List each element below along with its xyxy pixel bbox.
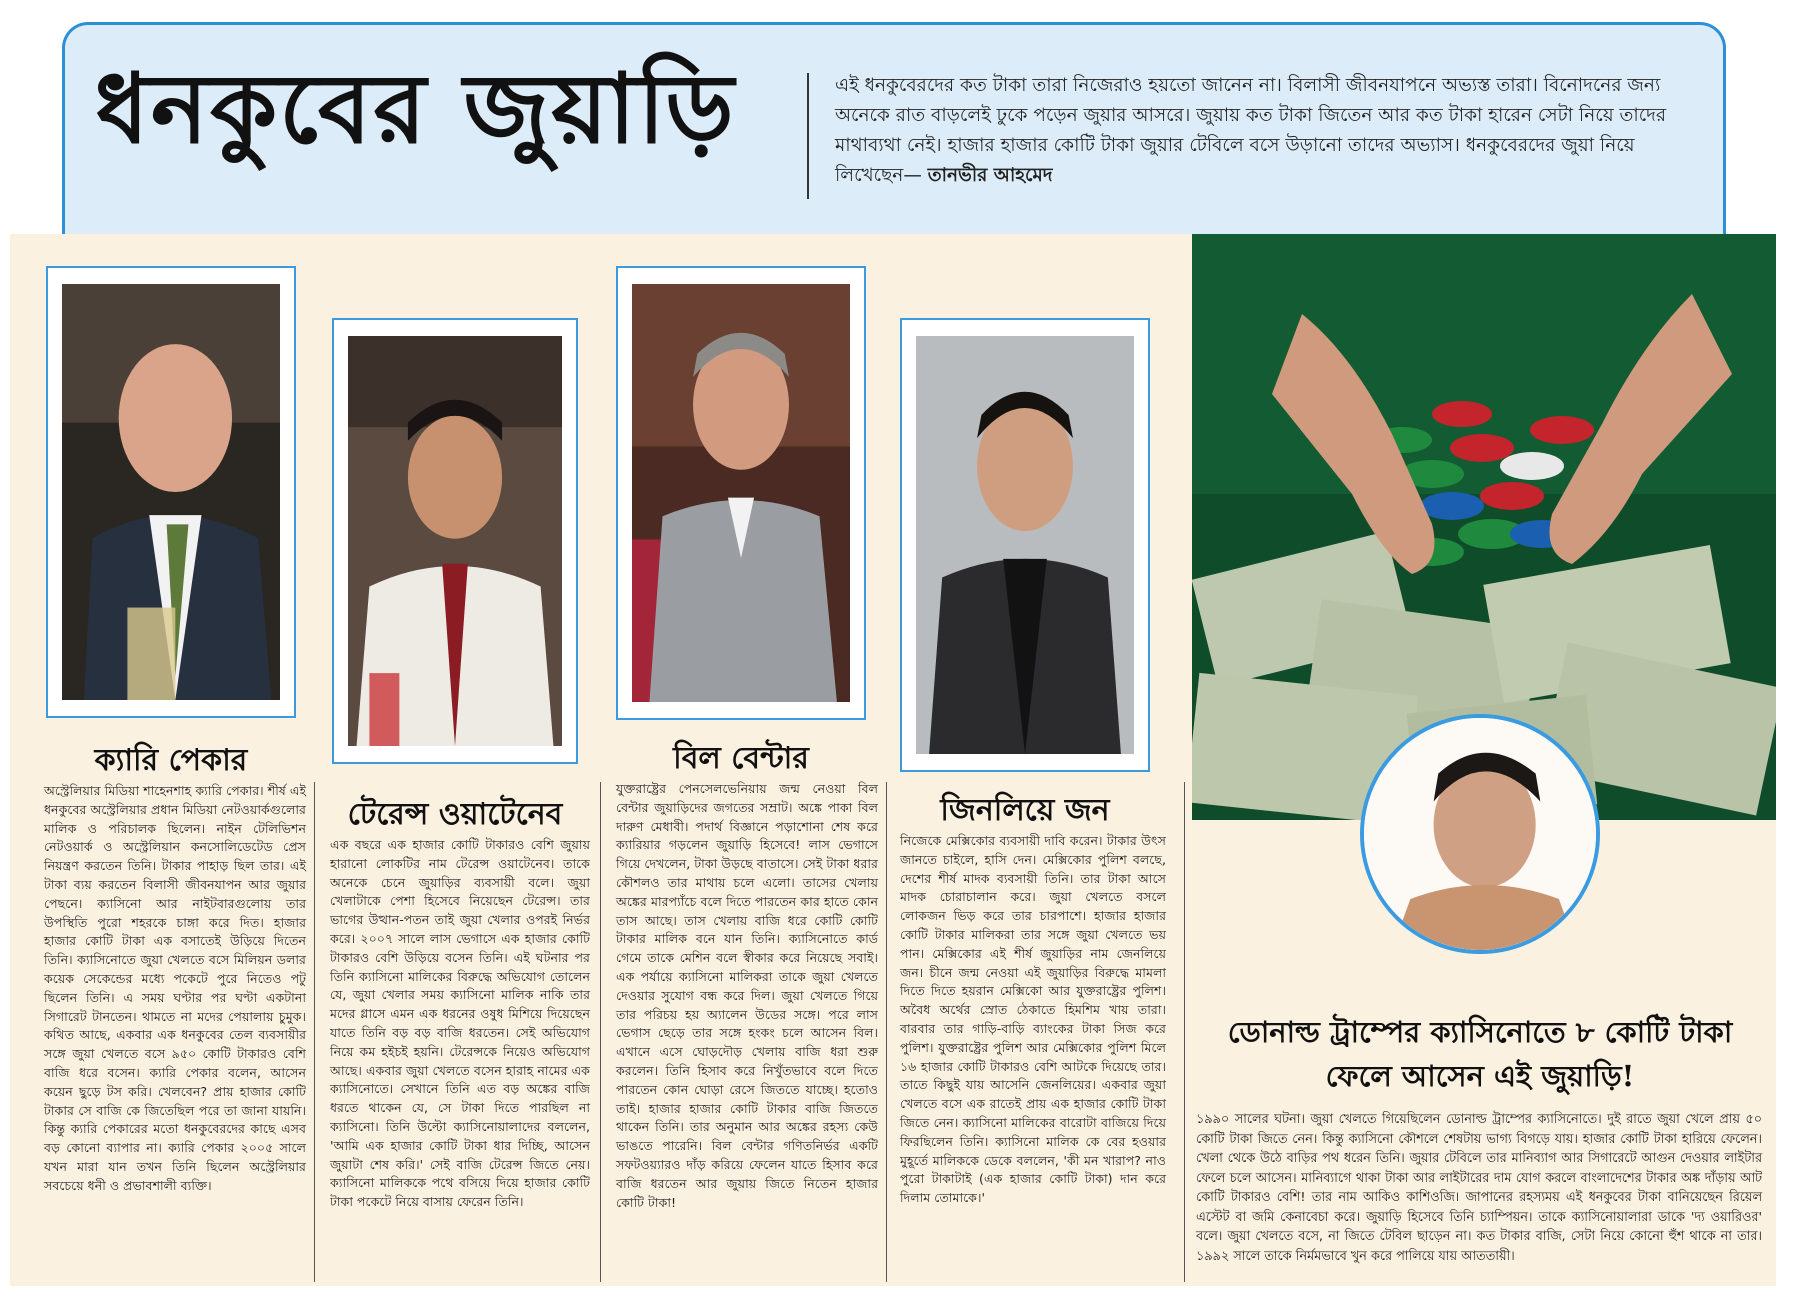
photo-zhenli-ye-gon [900, 318, 1150, 772]
header-divider [807, 73, 809, 199]
intro-paragraph [835, 71, 1705, 191]
intro-text: এই ধনকুবেরদের কত টাকা তারা নিজেরাও হয়তো জানেন না। বিলাসী জীবনযাপনে অভ্যস্ত তারা। বিনোদনের জন্য অনেকে রাত বাড়লেই ঢুকে পড়েন জুয়ার আসরে। জুয়ায় কত টাকা জিতেন আর কত টাকা হারেন সেটা নিয়ে তাদের মাথাব্যথা নেই। হাজার হাজার কোটি টাকা জুয়ার টেবিলে বসে উড়ানো তাদের অভ্যাস। ধনকুবেরদের জুয়া নিয়ে লিখেছেন— [835, 75, 1667, 186]
photo-bill-benter [616, 266, 866, 720]
akio-kashiwagi-photo [1360, 714, 1600, 954]
portrait-image [632, 284, 850, 702]
column-divider [886, 782, 887, 1282]
portrait-image [62, 284, 280, 700]
bio-kerry-packer: অস্ট্রেলিয়ার মিডিয়া শাহেনশাহ ক্যারি পেকার। শীর্ষ এই ধনকুবের অস্ট্রেলিয়ার প্রধান মিডিয়া নেটওয়ার্কগুলোর মালিক ও পরিচালক ছিলেন। নাইন টেলিভিশন নেটওয়ার্ক ও অস্ট্রেলিয়ান কনসোলিডেটেড প্রেস নিয়ন্ত্রণ করতেন তিনি। টাকার পাহাড় ছিল তার। এই টাকা ব্যয় করতেন বিলাসী জীবনযাপন আর জুয়ার পেছনে। ক্যাসিনো আর নাইটবারগুলোয় তার উপস্থিতি পুরো শহরকে চাঙ্গা করে দিত। হাজার হাজার কোটি টাকা এক বসাতেই উড়িয়ে দিতেন তিনি। ক্যাসিনোতে জুয়া খেলতে বসে মিলিয়ন ডলার কয়েক সেকেন্ডের মধ্যে পকেটে পুরে নিতেও পটু ছিলেন তিনি। এ সময় ঘণ্টার পর ঘণ্টা একটানা সিগারেট টানতেন। থামতে না মদের পেয়ালায় চুমুক। কথিত আছে, একবার এক ধনকুবের তেল ব্যবসায়ীর সঙ্গে জুয়া খেলতে বসে ৯৫০ কোটি টাকারও বেশি বাজি ধরে বসেন। ক্যারি পেকার বলেন, আসেন কয়েন ছুড়ে টস করি। খেলবেন? প্রায় হাজার কোটি টাকার সে বাজি কে জিতেছিল পরে তা জানা যায়নি। কিন্তু ক্যারি পেকারের মতো ধনকুবেরদের কাছে এসব বড় কোনো ব্যাপার না। ক্যারি পেকার ২০০৫ সালে যখন মারা যান তখন তিনি ছিলেন অস্ট্রেলিয়ার সবচেয়ে ধনী ও প্রভাবশালী ব্যক্তি। [44, 783, 306, 1193]
author-name: তানভীর আহমেদ [927, 165, 1053, 186]
portrait-image [916, 336, 1134, 754]
trump-casino-headline: ডোনাল্ড ট্রাম্পের ক্যাসিনোতে ৮ কোটি টাকা ফেলে আসেন এই জুয়াড়ি! [1227, 1015, 1733, 1093]
portrait-image [348, 336, 562, 746]
photo-kerry-packer [46, 266, 296, 718]
name-bill-benter: বিল বেন্টার [673, 741, 809, 776]
column-divider [314, 782, 315, 1282]
header-banner [62, 22, 1726, 234]
name-zhenli-ye-gon: জিনলিয়ে জন [940, 793, 1110, 828]
photo-terrence-watanabe [332, 318, 578, 764]
bio-bill-benter: যুক্তরাষ্ট্রের পেনসেলভেনিয়ায় জন্ম নেওয়া বিল বেন্টার জুয়াড়িদের জগতের সম্রাট। অঙ্কে পাকা বিল দারুণ মেধাবী। পদার্থ বিজ্ঞানে পড়াশোনা শেষ করে ক্যারিয়ার গড়লেন জুয়াড়ি হিসেবে! লাস ভেগাসে গিয়ে দেখলেন, টাকা উড়ছে বাতাসে। সেই টাকা ধরার কৌশলও তার মাথায় চলে এলো। তাসের খেলায় অঙ্কের মারপ্যাঁচে বলে দিতে পারতেন কার হাতে কোন তাস আছে। তাস খেলায় বাজি ধরে কোটি কোটি টাকার মালিক বনে যান তিনি। ক্যাসিনোতে কার্ড গেমে তাকে মেশিন বলে স্বীকার করে নিয়েছে সবাই। এক পর্যায়ে ক্যাসিনো মালিকরা তাকে জুয়া খেলতে দেওয়ার সুযোগ বন্ধ করে দিল। জুয়া খেলতে গিয়ে তার পরিচয় হয় অ্যালেন উডের সঙ্গে। পরে লাস ভেগাস ছেড়ে তার সঙ্গে হংকং চলে আসেন বিল। এখানে এসে ঘোড়দৌড় খেলায় বাজি ধরা শুরু করলেন। তিনি হিসাব করে নিখুঁতভাবে বলে দিতে পারতেন কোন ঘোড়া রেসে জিততে যাচ্ছে। হতোও তাই। হাজার হাজার কোটি টাকার বাজি জিততে থাকেন তিনি। তার অনুমান আর অঙ্কের রহস্য কেউ ভাঙতে পারেনি। বিল বেন্টার গণিতনির্ভর একটি সফটওয়্যারও দাঁড় করিয়ে ফেলেন যাতে হিসাব করে বাজি ধরতেন আর জুয়ায় জিতে নিতেন হাজার কোটি টাকা! [616, 781, 878, 1210]
column-divider [1184, 782, 1185, 1282]
name-kerry-packer: ক্যারি পেকার [94, 743, 248, 778]
page-title: ধনকুবের জুয়াড়ি [95, 52, 736, 165]
bio-terrence-watanabe: এক বছরে এক হাজার কোটি টাকারও বেশি জুয়ায় হারানো লোকটির নাম টেরেন্স ওয়াটেনেব। তাকে অনেকে চেনে জুয়াড়ির ব্যবসায়ী বলে। জুয়া খেলাটাকে পেশা হিসেবে নিয়েছেন টেরেন্স। তার ভাগের উত্থান-পতন তাই জুয়া খেলার ওপরই নির্ভর করে। ২০০৭ সালে লাস ভেগাসে এক হাজার কোটি টাকারও বেশি উড়িয়ে বসেন তিনি। এই ঘটনার পর তিনি ক্যাসিনো মালিকের বিরুদ্ধে অভিযোগ তোলেন যে, জুয়া খেলার সময় ক্যাসিনো মালিক নাকি তার মদের গ্লাসে এমন এক ধরনের ওষুধ মিশিয়ে দিয়েছেন যাতে তিনি বড় বড় বাজি ধরতেন। সেই অভিযোগ নিয়ে কম হইচই হয়নি। টেরেন্সকে নিয়েও অভিযোগ আছে। একবার জুয়া খেলতে বসেন হারাহ নামের এক ক্যাসিনোতে। সেখানে তিনি এত বড় অঙ্কের বাজি ধরতে থাকেন যে, সে টাকা দিতে পারছিল না ক্যাসিনো। তিনি উল্টো ক্যাসিনোয়ালাদের বললেন, 'আমি এক হাজার কোটি টাকা ধার দিচ্ছি, আসেন জুয়াটা শেষ করি।' সেই বাজি টেরেন্স জিতে নেয়। ক্যাসিনো মালিককে পথে বসিয়ে দিয়ে হাজার কোটি টাকা পকেটে নিয়ে বাসায় ফেরেন তিনি। [330, 837, 590, 1210]
bio-zhenli-ye-gon: নিজেকে মেক্সিকোর ব্যবসায়ী দাবি করেন। টাকার উৎস জানতে চাইলে, হাসি দেন। মেক্সিকোর পুলিশ বলছে, দেশের শীর্ষ মাদক ব্যবসায়ী তিনি। তার টাকা আসে মাদক চোরাচালান করে। জুয়া খেলতে বসলে লোকজন ভিড় করে তার চারপাশে। হাজার হাজার কোটি টাকার মালিকরা তার সঙ্গে জুয়া খেলতে ভয় পান। মেক্সিকোর এই শীর্ষ জুয়াড়ির নাম জেনলিয়ে জন। চীনে জন্ম নেওয়া এই জুয়াড়ির বিরুদ্ধে মামলা দিতে দিতে হয়রান মেক্সিকো আর যুক্তরাষ্ট্রের পুলিশ। অবৈধ অর্থের স্রোত ঠেকাতে হিমশিম খায় তারা। বারবার তার গাড়ি-বাড়ি ব্যাংকের টাকা সিজ করে পুলিশ। যুক্তরাষ্ট্রের পুলিশ আর মেক্সিকোর পুলিশ মিলে ১৬ হাজার কোটি টাকারও বেশি আটকে দিয়েছে তার। তাতে কিছুই যায় আসেনি জেনলিয়ের। একবার জুয়া খেলতে বসে এক রাতেই প্রায় এক হাজার কোটি টাকা জিতে নেন। ক্যাসিনো মালিকের বারোটা বাজিয়ে দিয়ে ফিরছিলেন তিনি। ক্যাসিনো মালিক কে বের হওয়ার মুহূর্তে মালিককে ডেকে বললেন, 'কী মন খারাপ? নাও পুরো টাকাটাই (এক হাজার কোটি টাকা) দান করে দিলাম তোমাকে।' [900, 833, 1166, 1206]
trump-casino-story: ১৯৯০ সালের ঘটনা। জুয়া খেলতে গিয়েছিলেন ডোনাল্ড ট্রাম্পের ক্যাসিনোতে। দুই রাতে জুয়া খেলে প্রায় ৫০ কোটি টাকা জিতে নেন। কিন্তু ক্যাসিনো কৌশলে শেষটায় ভাগ্য বিগড়ে যায়। হাজার কোটি টাকা হারিয়ে ফেলেন। খেলা থেকে উঠে বাড়ির পথ ধরেন তিনি। জুয়ার টেবিলে তার মানিব্যাগ আর সিগারেটে আগুন দেওয়ার লাইটার ফেলে চলে আসেন। মানিব্যাগে থাকা টাকা আর লাইটারের দাম যোগ করলে বাংলাদেশের টাকার অঙ্ক দাঁড়ায় আট কোটি টাকারও বেশি! তার নাম আকিও কাশিওজি। জাপানের রহস্যময় এই ধনকুবের টাকা বানিয়েছেন রিয়েল এস্টেট বা জমি কেনাবেচা করে। জুয়াড়ি হিসেবে তিনি চ্যাম্পিয়ন। তাকে ক্যাসিনোয়ালারা ডাকে 'দ্য ওয়ারিওর' বলে। জুয়া খেলতে বসে, না জিতে টেবিল ছাড়েন না। কত টাকার বাজি, সেটা নিয়ে কোনো হুঁশ থাকে না তার। ১৯৯২ সালে তাকে নির্মমভাবে খুন করে পালিয়ে যায় আততায়ী। [1196, 1112, 1762, 1264]
column-divider [600, 782, 601, 1282]
name-terrence-watanabe: টেরেন্স ওয়াটেনেব [347, 797, 563, 832]
